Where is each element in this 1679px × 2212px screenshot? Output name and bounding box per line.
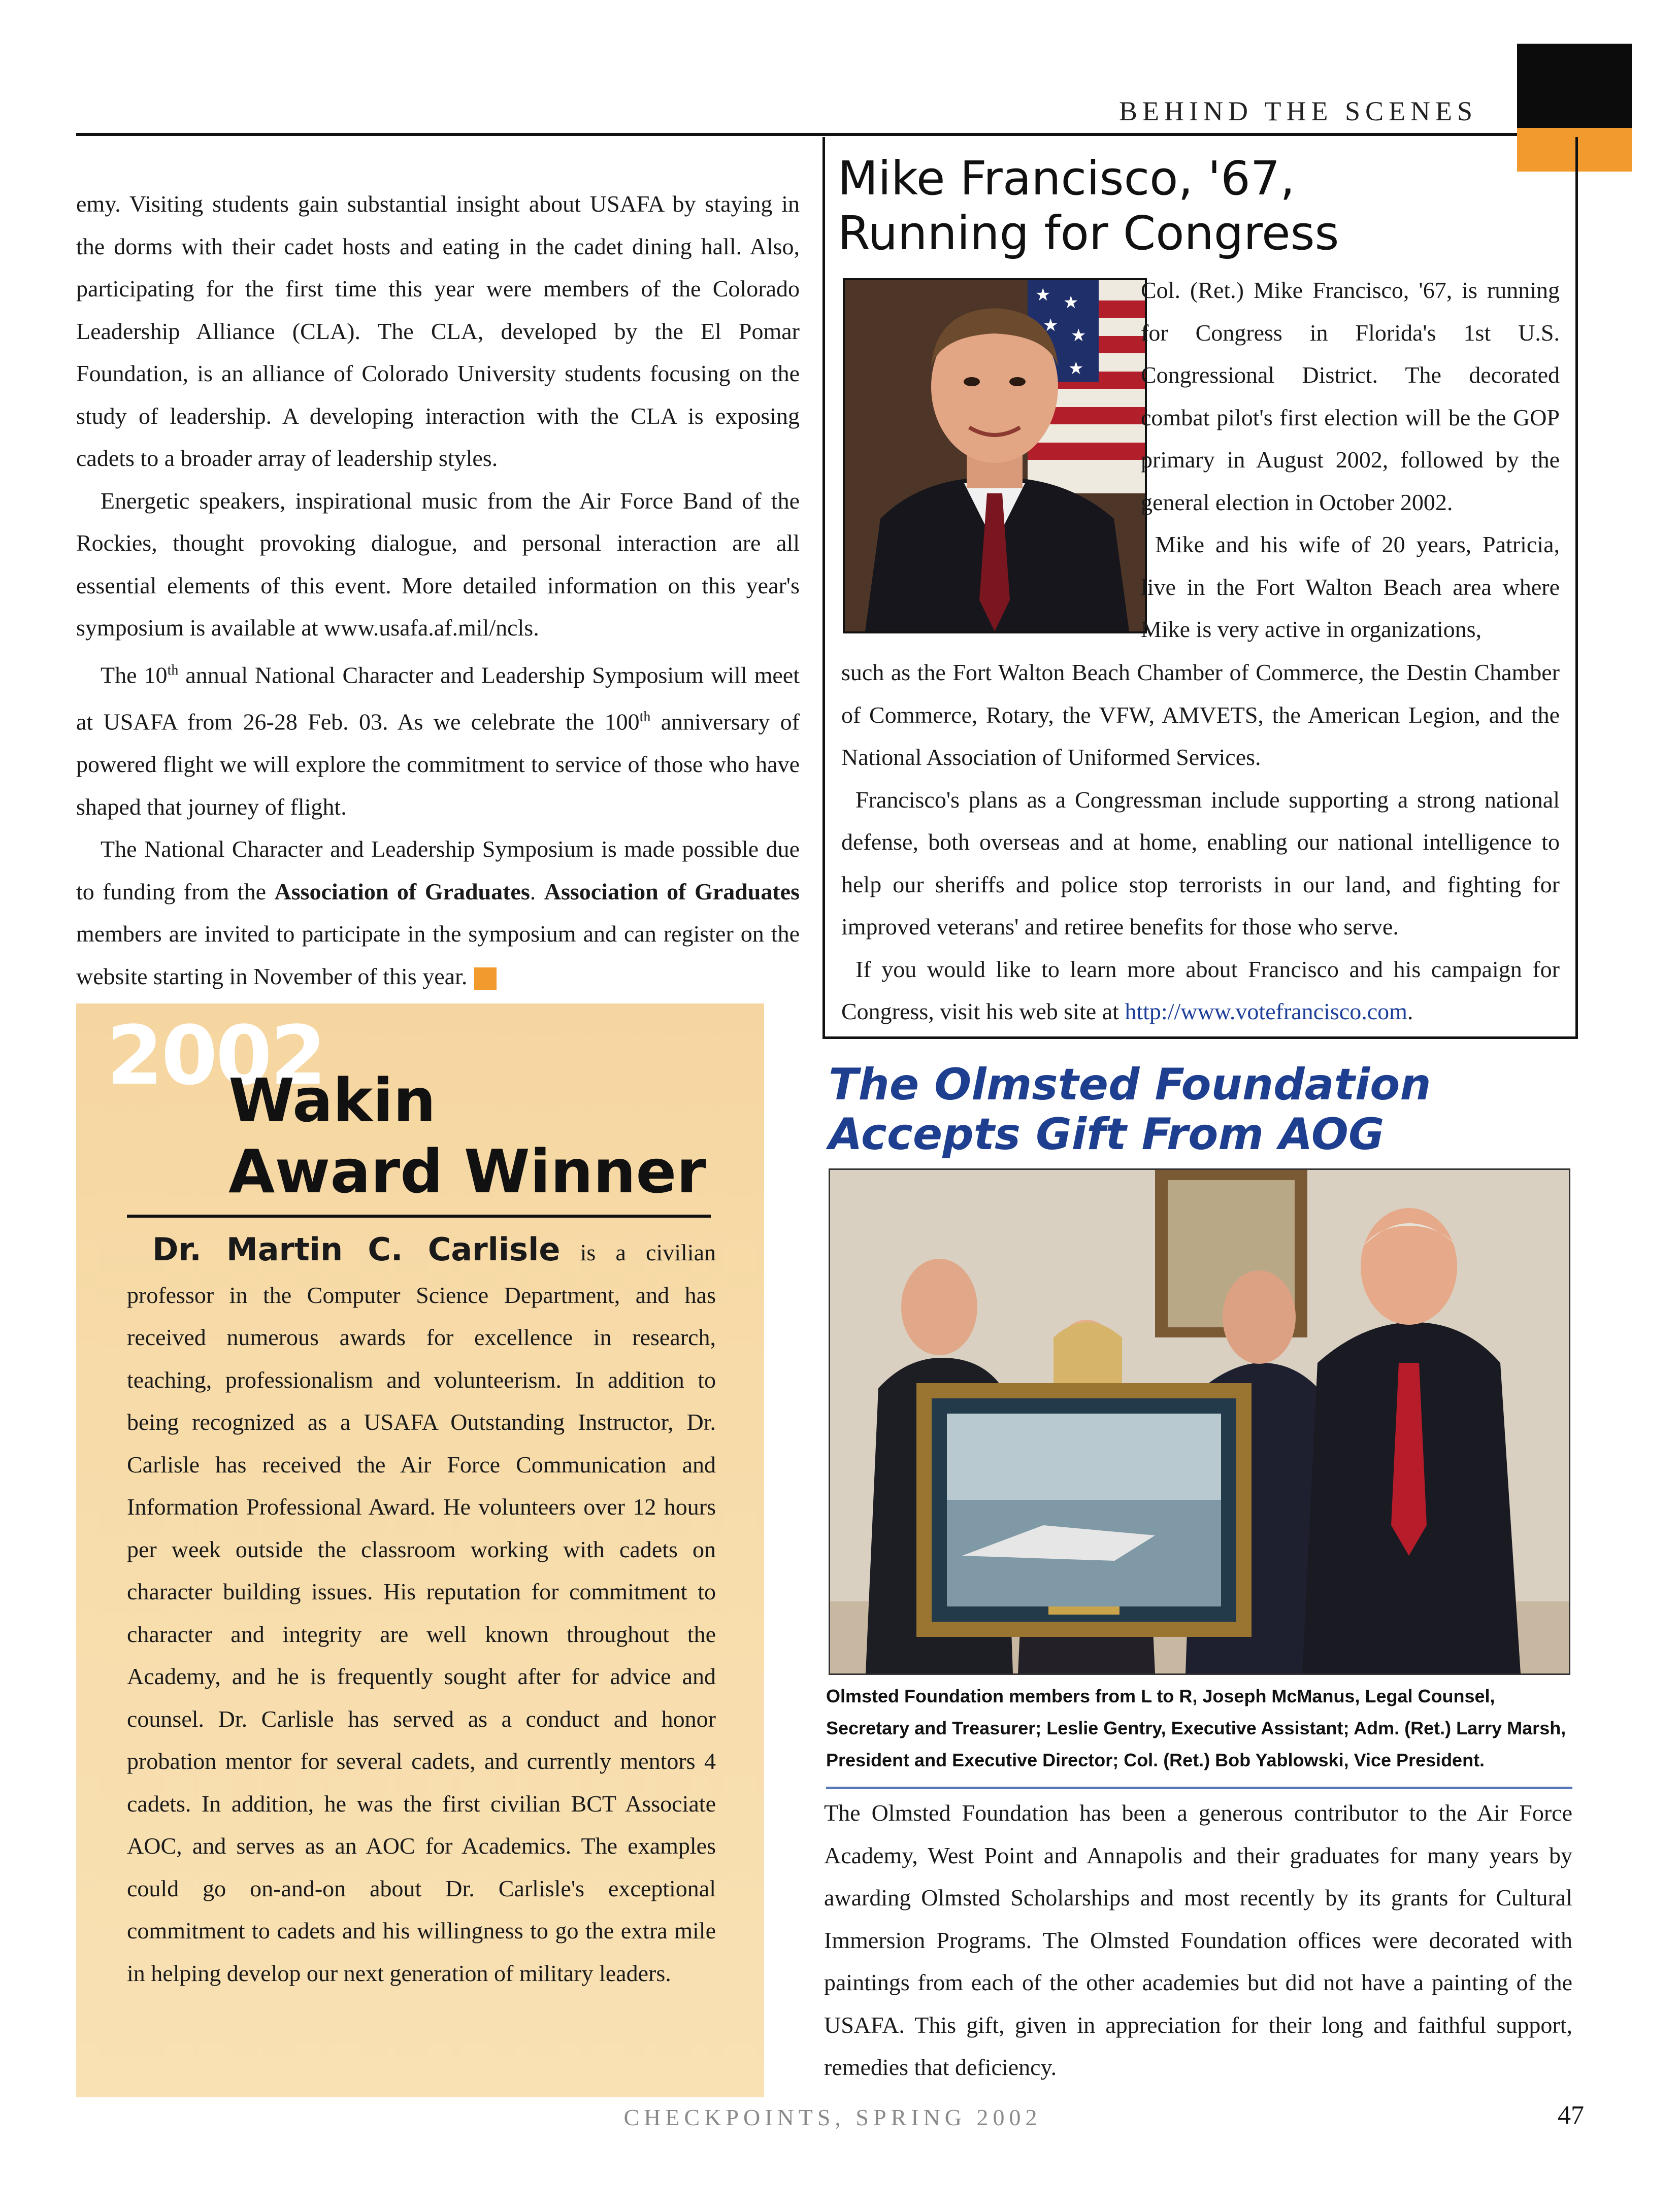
olmsted-paragraph: The Olmsted Foundation has been a generous contributor to the Air Force Academy, West Point and Annapolis and their graduates for many years by awarding Olmsted Scholarships and most recently by its grants for Cultural Immersion Programs. The Olmsted Foundation offices were decorated with paintings from each of the other academies but did not have a painting of the USAFA. This gift, given in appreciation for their long and faithful support, remedies that deficiency. <box>824 1800 1572 2080</box>
award-title-line-1: Wakin <box>228 1065 436 1135</box>
header-rule <box>76 133 1517 136</box>
aog-bold-2: Association of Graduates <box>544 878 800 904</box>
francisco-p4-start: If you would like to learn more about Francisco and his campaign for Congress, visit his web site at <box>841 956 1560 1024</box>
p3-sup-2: th <box>639 709 651 725</box>
corner-black-block <box>1517 44 1632 128</box>
svg-text:★: ★ <box>1035 285 1051 305</box>
section-label: BEHIND THE SCENES <box>1118 96 1477 126</box>
award-body-text: is a civilian professor in the Computer Science Department, and has received numerous awards for excellence in research, teaching, professionalism and volunteerism. In addition to being recognized as a USAFA Outstanding Instructor, Dr. Carlisle has received the Air Force Communication and Information Professional Award. He volunteers over 12 hours per week outside the classroom working with cadets on character building issues. His reputation for commitment to character and integrity are well known throughout the Academy, and he is frequently sought after for advice and counsel. Dr. Carlisle has served as a conduct and honor probation mentor for several cadets, and currently mentors 4 cadets. In addition, he was the first civilian BCT Associate AOC, and serves as an AOC for Academics. The examples could go on-and-on about Dr. Carlisle's exceptional commitment to cadets and his willingness to go the extra mile in helping develop our next generation of military leaders. <box>127 1239 716 1986</box>
francisco-p4-end: . <box>1407 998 1413 1024</box>
svg-text:★: ★ <box>1068 358 1084 379</box>
award-paragraph <box>127 1228 716 1994</box>
olmsted-group-photo <box>829 1168 1570 1675</box>
francisco-paragraph-4 <box>841 948 1560 1033</box>
symposium-paragraph-4 <box>76 828 800 997</box>
francisco-title <box>838 151 1569 261</box>
olmsted-title-line-1: The Olmsted Foundation <box>829 1059 1431 1110</box>
francisco-title-line-2: Running for Congress <box>838 206 1339 260</box>
olmsted-caption-rule <box>826 1787 1572 1789</box>
award-year: 2002 <box>107 1008 325 1103</box>
francisco-website-link[interactable]: http://www.votefrancisco.com <box>1125 998 1407 1024</box>
symposium-paragraph-3 <box>76 649 800 828</box>
olmsted-photo-caption: Olmsted Foundation members from L to R, Joseph McManus, Legal Counsel, Secretary and Treasurer; Leslie Gentry, Executive Assistant; Adm. (Ret.) Larry Marsh, President and Executive Director; Col. (Ret.) Bob Yablowski, Vice President. <box>826 1686 1566 1770</box>
svg-text:★: ★ <box>1043 315 1059 336</box>
page-number: 47 <box>1558 2101 1584 2130</box>
award-rule <box>127 1215 711 1218</box>
francisco-paragraph-2-end: such as the Fort Walton Beach Chamber of Commerce, the Destin Chamber of Commerce, Rotary, the VFW, AMVETS, the American Legion, and the National Association of Uniformed Services. <box>841 659 1560 770</box>
checkmark-icon: ✓ <box>474 967 497 990</box>
symposium-paragraph-2 <box>76 480 800 649</box>
p4-mid: . <box>530 878 544 904</box>
francisco-paragraph-1: Col. (Ret.) Mike Francisco, '67, is running for Congress in Florida's 1st U.S. Congressional District. The decorated combat pilot's first election will be the GOP primary in August 2002, followed by the general election in October 2002. <box>1141 277 1560 515</box>
p4-start: The National Character and Leadership Symposium is made possible due to funding from the <box>76 836 800 904</box>
symposium-article <box>76 183 800 997</box>
p3-middle: annual National Character and Leadership Symposium will meet at USAFA from 26-28 Feb. 03. As we celebrate the 100 <box>76 661 800 735</box>
olmsted-title <box>829 1060 1570 1159</box>
award-title-line-2: Award Winner <box>228 1136 706 1206</box>
francisco-paragraph-3: Francisco's plans as a Congressman include supporting a strong national defense, both overseas and at home, enabling our national intelligence to help our sheriffs and police stop terrorists in our land, and fighting for improved veterans' and retiree benefits for those who serve. <box>841 786 1560 940</box>
award-winner-name: Dr. Martin C. Carlisle <box>152 1231 561 1268</box>
francisco-paragraph-2-start: Mike and his wife of 20 years, Patricia, live in the Fort Walton Beach area where Mike is very active in organizations, <box>1141 531 1560 642</box>
award-title <box>228 1065 706 1207</box>
svg-text:★: ★ <box>1071 325 1087 346</box>
p4-end: members are invited to participate in the symposium and can register on the website starting in November of this year. <box>76 921 800 989</box>
francisco-portrait-image <box>843 278 1147 633</box>
symposium-paragraph-2-text: Energetic speakers, inspirational music from the Air Force Band of the Rockies, thought provoking dialogue, and personal interaction are all essential elements of this event. More detailed information on this year's symposium is available at www.usafa.af.mil/ncls. <box>76 487 800 641</box>
francisco-text-beside-photo <box>1141 269 1560 651</box>
symposium-paragraph-1: emy. Visiting students gain substantial insight about USAFA by staying in the dorms with their cadet hosts and eating in the cadet dining hall. Also, participating for the first time this year were members of the Colorado Leadership Alliance (CLA). The CLA, developed by the El Pomar Foundation, is an alliance of Colorado University students focusing on the study of leadership. A developing interaction with the CLA is exposing cadets to a broader array of leadership styles. <box>76 191 800 471</box>
publication-footer: CHECKPOINTS, SPRING 2002 <box>623 2104 1042 2130</box>
aog-bold-1: Association of Graduates <box>274 878 530 904</box>
svg-text:★: ★ <box>1063 292 1079 313</box>
p3-sup-1: th <box>167 662 179 678</box>
francisco-title-line-1: Mike Francisco, '67, <box>838 151 1295 206</box>
francisco-text-full-width <box>841 651 1560 1033</box>
olmsted-article <box>824 1792 1572 2089</box>
p3-start: The 10 <box>101 661 168 688</box>
award-body <box>127 1228 716 1994</box>
olmsted-title-line-2: Accepts Gift From AOG <box>829 1109 1385 1160</box>
p3-end: anniversary of powered flight we will explore the commitment to service of those who have shaped that journey of flight. <box>76 709 800 820</box>
